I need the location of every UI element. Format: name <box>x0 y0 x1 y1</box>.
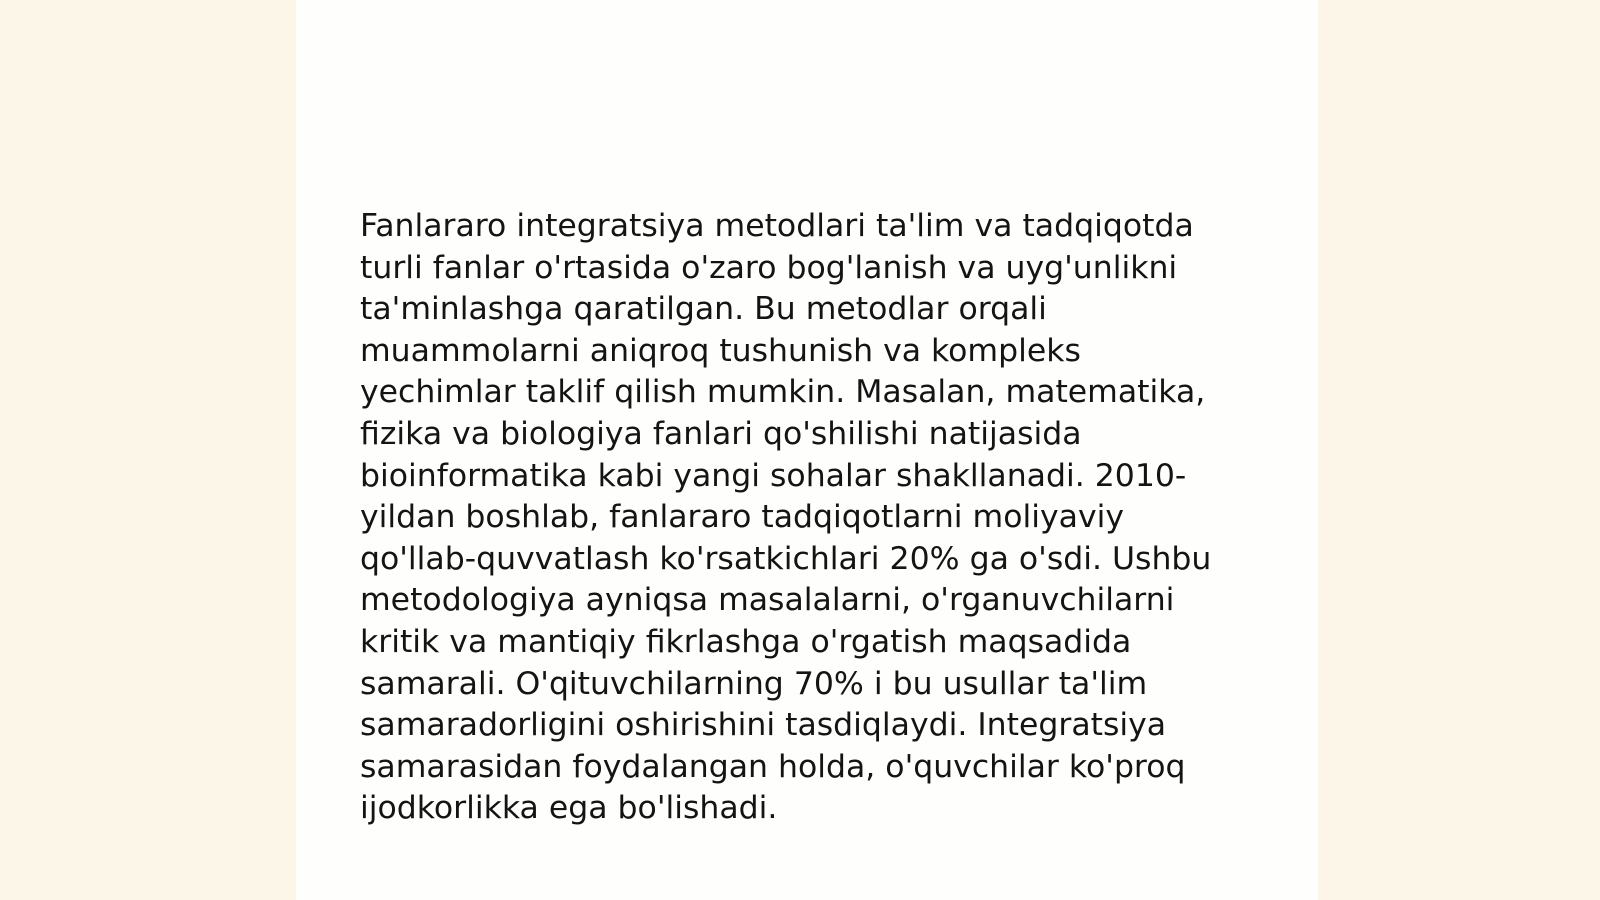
paragraph-line: samarali. O'qituvchilarning 70% i bu usullar ta'lim <box>360 665 1148 702</box>
paragraph-line: Fanlararo integratsiya metodlari ta'lim va tadqiqotda <box>360 208 1194 244</box>
paragraph-line: qo'llab-quvvatlash ko'rsatkichlari 20% ga o'sdi. Ushbu <box>360 540 1212 577</box>
body-paragraph <box>360 206 1240 830</box>
paragraph-line: samaradorligini oshirishini tasdiqlaydi. Integratsiya <box>360 707 1167 744</box>
paragraph-line: ta'minlashga qaratilgan. Bu metodlar orqali <box>360 291 1047 328</box>
paragraph-line: samarasidan foydalangan holda, o'quvchilar ko'proq <box>360 748 1186 785</box>
paragraph-line: yechimlar taklif qilish mumkin. Masalan, matematika, <box>360 374 1206 411</box>
paragraph-line: turli fanlar o'rtasida o'zaro bog'lanish va uyg'unlikni <box>360 249 1178 286</box>
paragraph-line: metodologiya ayniqsa masalalarni, o'rganuvchilarni <box>360 582 1175 619</box>
paragraph-line: yildan boshlab, fanlararo tadqiqotlarni moliyaviy <box>360 499 1124 536</box>
paragraph-line: bioinformatika kabi yangi sohalar shakllanadi. 2010- <box>360 457 1187 494</box>
paragraph-line: kritik va mantiqiy fikrlashga o'rgatish maqsadida <box>360 623 1132 660</box>
paragraph-line: muammolarni aniqroq tushunish va kompleks <box>360 332 1081 369</box>
document-page <box>296 0 1318 900</box>
paragraph-line: fizika va biologiya fanlari qo'shilishi natijasida <box>360 415 1082 452</box>
paragraph-line: ijodkorlikka ega bo'lishadi. <box>360 790 778 827</box>
